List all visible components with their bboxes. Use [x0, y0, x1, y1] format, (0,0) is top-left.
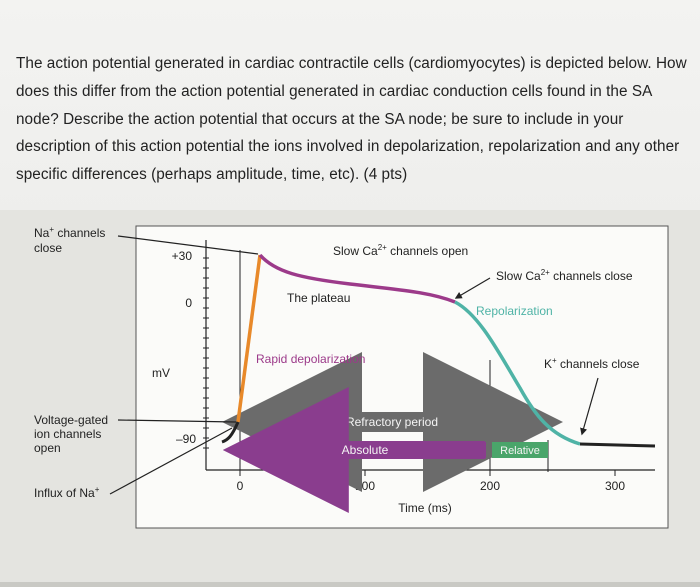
absolute-bar — [248, 442, 486, 458]
na-close-label-2: close — [34, 241, 63, 255]
absolute-label: Absolute — [341, 443, 389, 457]
rapid-depolarization-label: Rapid depolarization — [256, 352, 366, 366]
k-close-label: K+ channels close — [544, 356, 640, 371]
vg-label-3: open — [34, 441, 61, 455]
figure-svg — [0, 210, 700, 582]
question-text: The action potential generated in cardiac contractile cells (cardiomyocytes) is depicted below. How does this differ from the action potential generated in cardiac conduction cells found in the SA node? Describe the action potential that occurs at the SA node; be sure to include in your description of this action potential the ions involved in depolarization, repolarization and any other specific differences (perhaps amplitude, time, etc). (4 pts) — [16, 55, 687, 184]
action-potential-figure — [0, 210, 700, 582]
y-tick-label: +30 — [171, 249, 192, 263]
relative-bar — [492, 442, 548, 458]
y-tick-label: 0 — [185, 296, 192, 310]
slow-ca-open-label: Slow $Ca^{2+}$ channels open — [333, 243, 469, 258]
plateau-label: The plateau — [287, 291, 351, 305]
y-axis-label: mV — [152, 366, 170, 380]
slow-ca-close-label: Slow $Ca^{2+}$ channels close — [496, 268, 633, 283]
x-axis-label: Time (ms) — [398, 501, 452, 515]
repolarization-label: Repolarization — [476, 304, 553, 318]
influx-label: Influx of Na+ — [34, 485, 100, 500]
relative-label: Relative — [500, 445, 540, 457]
resting-curve — [580, 444, 655, 446]
na-close-label: Na+ channels — [34, 225, 106, 240]
x-tick-label: 300 — [604, 479, 626, 493]
vg-label-2: ion channels — [34, 427, 102, 441]
y-tick-label: –90 — [175, 432, 196, 446]
refractory-label: Refractory period — [345, 415, 439, 429]
x-tick-label: 100 — [354, 479, 376, 493]
x-tick-label: 200 — [479, 479, 501, 493]
vg-label-1: Voltage-gated — [34, 413, 109, 427]
refractory-period-bar — [250, 413, 535, 431]
x-tick-label: 0 — [236, 479, 244, 493]
